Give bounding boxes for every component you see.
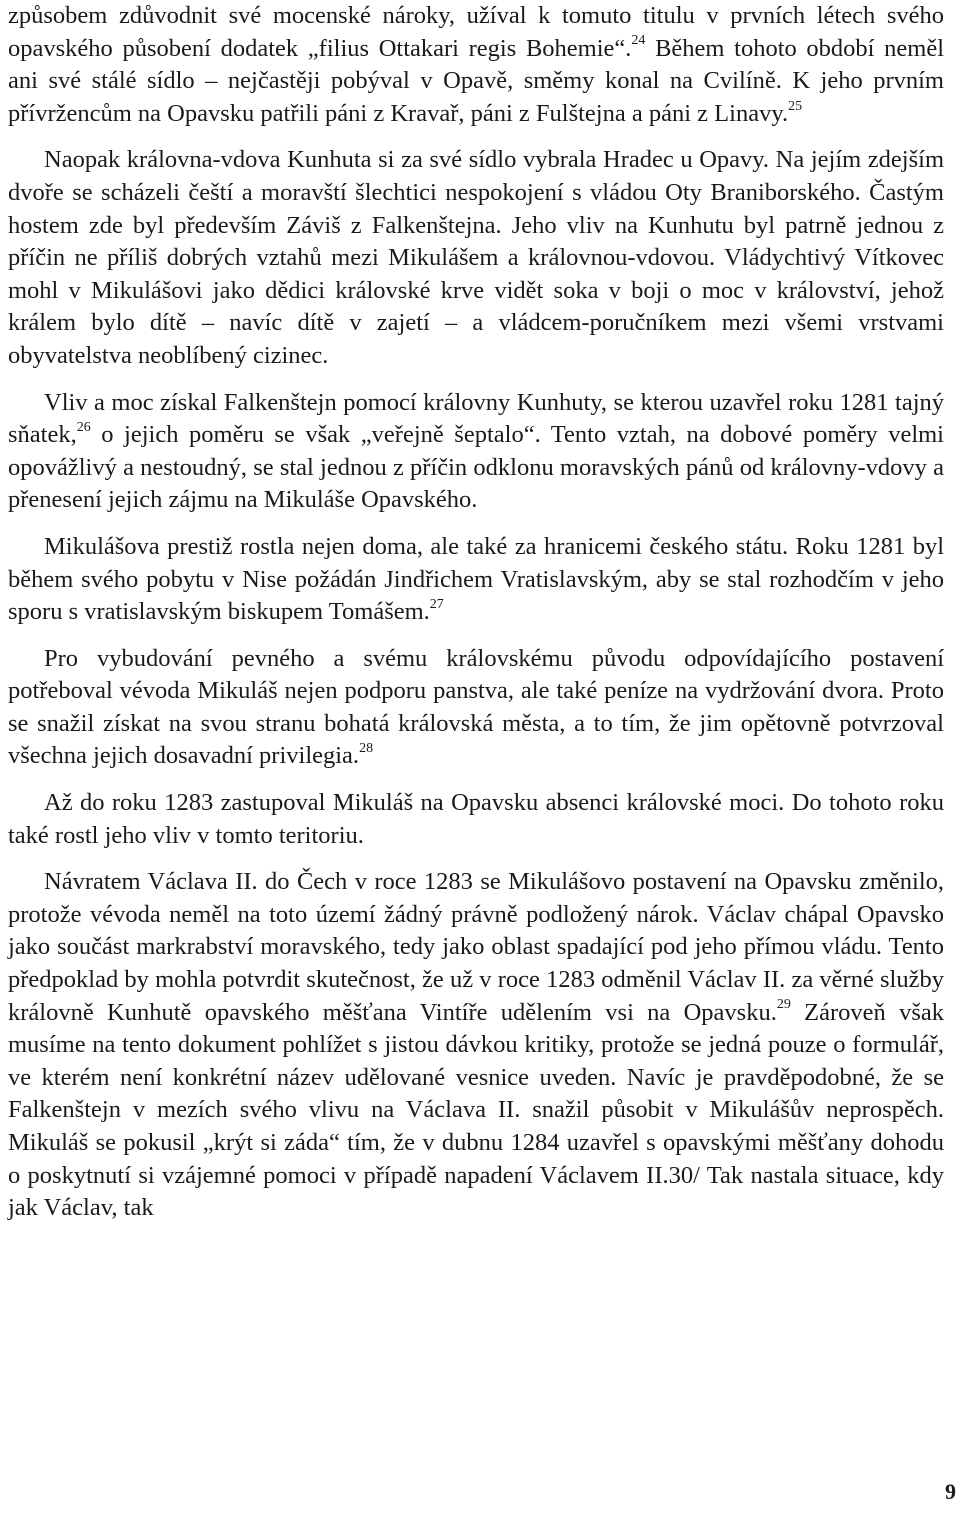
- paragraph-text: o jejich poměru se však „veřejně šeptalo“. Tento vztah, na dobové poměry velmi opovážlivý a nestoudný, se stal jednou z příčin odklonu moravských pánů od královny-vdovy a přenesení jejich zájmu na Mikuláše Opavského.: [8, 421, 944, 514]
- paragraph: [8, 0, 944, 130]
- paragraph: [8, 866, 944, 1225]
- page-number: 9: [945, 1479, 956, 1504]
- paragraph: [8, 387, 944, 517]
- paragraph: [8, 787, 944, 852]
- paragraph: [8, 531, 944, 629]
- paragraph-text: Návratem Václava II. do Čech v roce 1283 se Mikulášovo postavení na Opavsku změnilo, protože vévoda neměl na toto území žádný právně podložený nárok. Václav chápal Opavsko jako součást markrabství moravského, tedy jako oblast spadající pod jeho přímou vládu. Tento předpoklad by mohla potvrdit skutečnost, že už v roce 1283 odměnil Václav II. za věrné služby královně Kunhutě opavského měšťana Vintíře udělením vsi na Opavsku.: [8, 868, 944, 1026]
- footnote-reference[interactable]: 27: [429, 596, 444, 612]
- paragraph-text: Mikulášova prestiž rostla nejen doma, ale také za hranicemi českého státu. Roku 1281 byl během svého pobytu v Nise požádán Jindřichem Vratislavským, aby se stal rozhodčím v jeho sporu s vratislavským biskupem Tomášem.: [8, 532, 944, 626]
- paragraph-text: Během tohoto období neměl ani své stálé sídlo – nejčastěji pobýval v Opavě, směmy konal na Cvilíně. K jeho prvním přívržencům na Opavsku patřili páni z Kravař, páni z Fulštejna a páni z Linavy.: [8, 34, 945, 127]
- paragraph-text: Vliv a moc získal Falkenštejn pomocí královny Kunhuty, se kterou uzavřel roku 1281 tajný sňatek,: [8, 388, 944, 449]
- paragraph: [8, 144, 944, 372]
- paragraph-text: Naopak královna-vdova Kunhuta si za své sídlo vybrala Hradec u Opavy. Na jejím zdejším dvoře se scházeli čeští a moravští šlechtici nespokojení s vládou Oty Braniborského. Častým hostem zde byl především Záviš z Falkenštejna. Jeho vliv na Kunhutu byl patrně jednou z příčin ne příliš dobrých vztahů mezi Mikulášem a královnou-vdovou. Vládychtivý Vítkovec mohl v Mikulášovi jako dědici královské krve vidět soka v boji o moc v království, jehož králem bylo dítě – navíc dítě v zajetí – a vládcem-poručníkem mezi všemi vrstvami obyvatelstva neoblíbený cizinec.: [8, 146, 944, 369]
- footnote-reference[interactable]: 29: [776, 997, 791, 1013]
- paragraph: [8, 643, 944, 773]
- footnote-reference[interactable]: 28: [359, 741, 374, 757]
- paragraph-text: Až do roku 1283 zastupoval Mikuláš na Opavsku absenci královské moci. Do tohoto roku také rostl jeho vliv v tomto teritoriu.: [8, 789, 944, 849]
- footnote-reference[interactable]: 26: [76, 419, 91, 435]
- paragraph-text: Pro vybudování pevného a svému královskému původu odpovídajícího postavení potřeboval vévoda Mikuláš nejen podporu panstva, ale také peníze na vydržování dvora. Proto se snažil získat na svou stranu bohatá královská města, a to tím, že jim opětovně potvrzoval všechna jejich dosavadní privilegia.: [8, 644, 944, 770]
- paragraph-text: způsobem zdůvodnit své mocenské nároky, užíval k tomuto titulu v prvních létech svého opavského působení dodatek „filius Ottakari regis Bohemie“.: [8, 2, 944, 62]
- document-body: [8, 0, 944, 1239]
- footnote-reference[interactable]: 24: [631, 33, 646, 49]
- footnote-reference[interactable]: 25: [788, 98, 803, 114]
- paragraph-text: Zároveň však musíme na tento dokument pohlížet s jistou dávkou kritiky, protože se jedná pouze o formulář, ve kterém není konkrétní název udělované vesnice uveden. Navíc je pravděpodobné, že se Falkenštejn v mezích svého vlivu na Václava II. snažil působit v Mikulášův neprospěch. Mikuláš se pokusil „krýt si záda“ tím, že v dubnu 1284 uzavřel s opavskými měšťany dohodu o poskytnutí si vzájemné pomoci v případě napadení Václavem II.30/ Tak nastala situace, kdy jak Václav, tak: [8, 998, 944, 1222]
